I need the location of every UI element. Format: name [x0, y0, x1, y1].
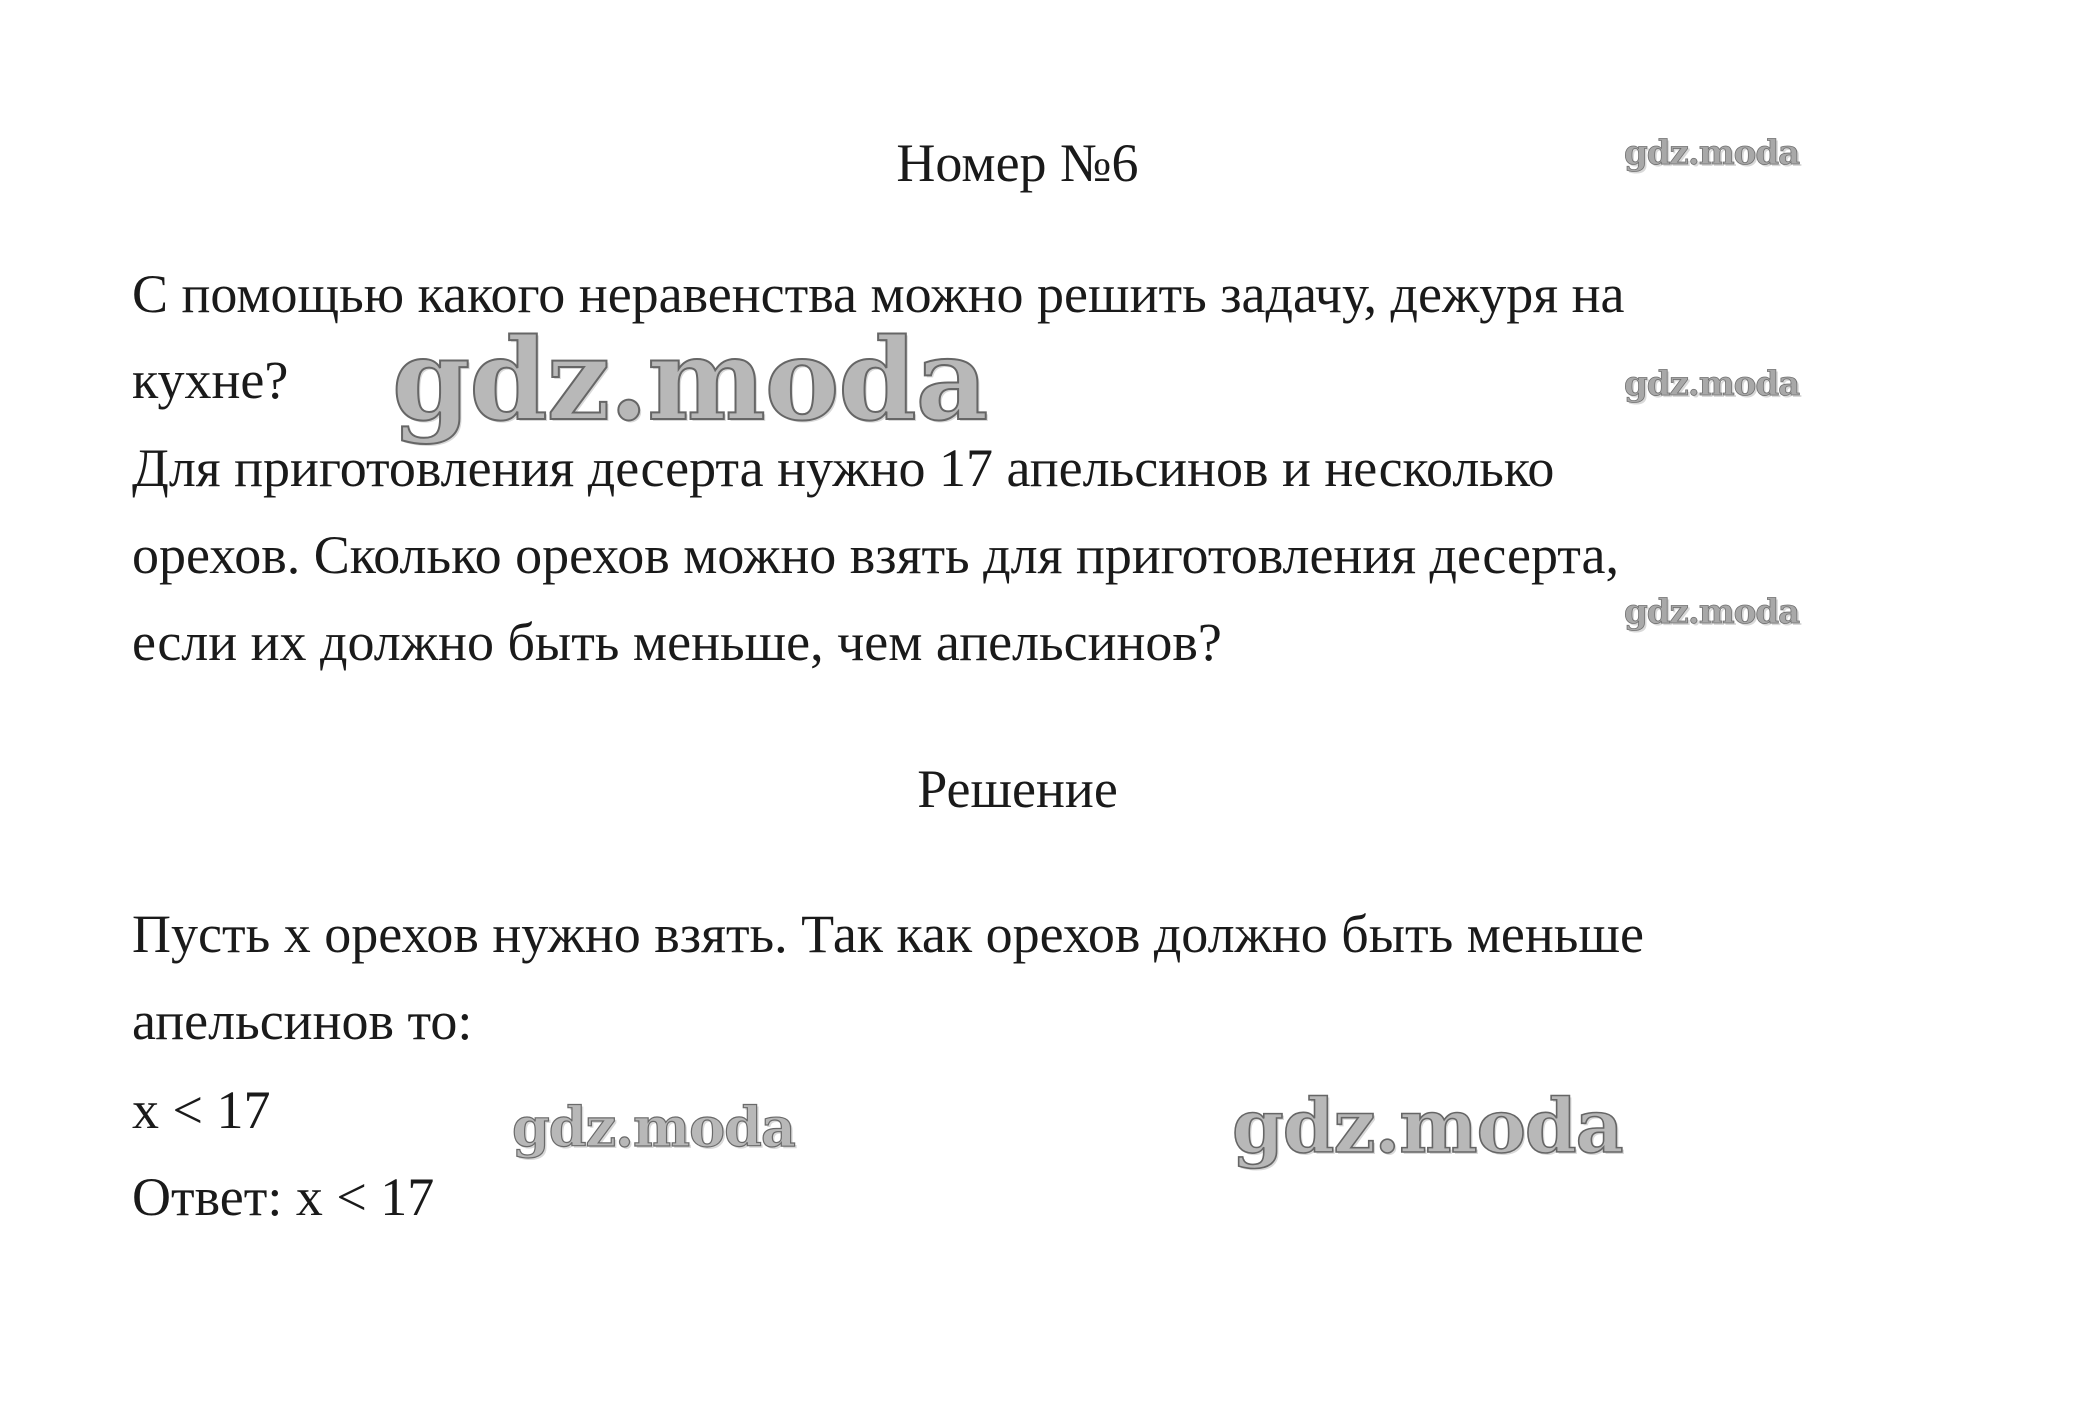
- question-line-3: Для приготовления десерта нужно 17 апельсинов и несколько: [132, 438, 1555, 498]
- solution-line-2: апельсинов то:: [132, 991, 473, 1051]
- watermark-middle-right: gdz.moda: [1624, 364, 1800, 404]
- watermark-lower-right: gdz.moda: [1624, 592, 1800, 632]
- solution-inequality: x < 17: [132, 1080, 271, 1140]
- question-line-1: С помощью какого неравенства можно решить задачу, дежуря на: [132, 264, 1625, 324]
- question-line-4: орехов. Сколько орехов можно взять для приготовления десерта,: [132, 525, 1619, 585]
- watermark-bottom-right: gdz.moda: [1232, 1084, 1623, 1170]
- watermark-big-center: gdz.moda: [392, 315, 988, 446]
- watermark-top-right: gdz.moda: [1624, 133, 1800, 173]
- solution-answer: Ответ: x < 17: [132, 1167, 435, 1227]
- solution-heading: Решение: [917, 759, 1118, 819]
- page-title: Номер №6: [896, 133, 1139, 193]
- question-line-2: кухне?: [132, 350, 289, 410]
- solution-line-1: Пусть x орехов нужно взять. Так как орехов должно быть меньше: [132, 904, 1644, 964]
- question-line-5: если их должно быть меньше, чем апельсинов?: [132, 612, 1222, 672]
- watermark-bottom-left: gdz.moda: [512, 1095, 795, 1159]
